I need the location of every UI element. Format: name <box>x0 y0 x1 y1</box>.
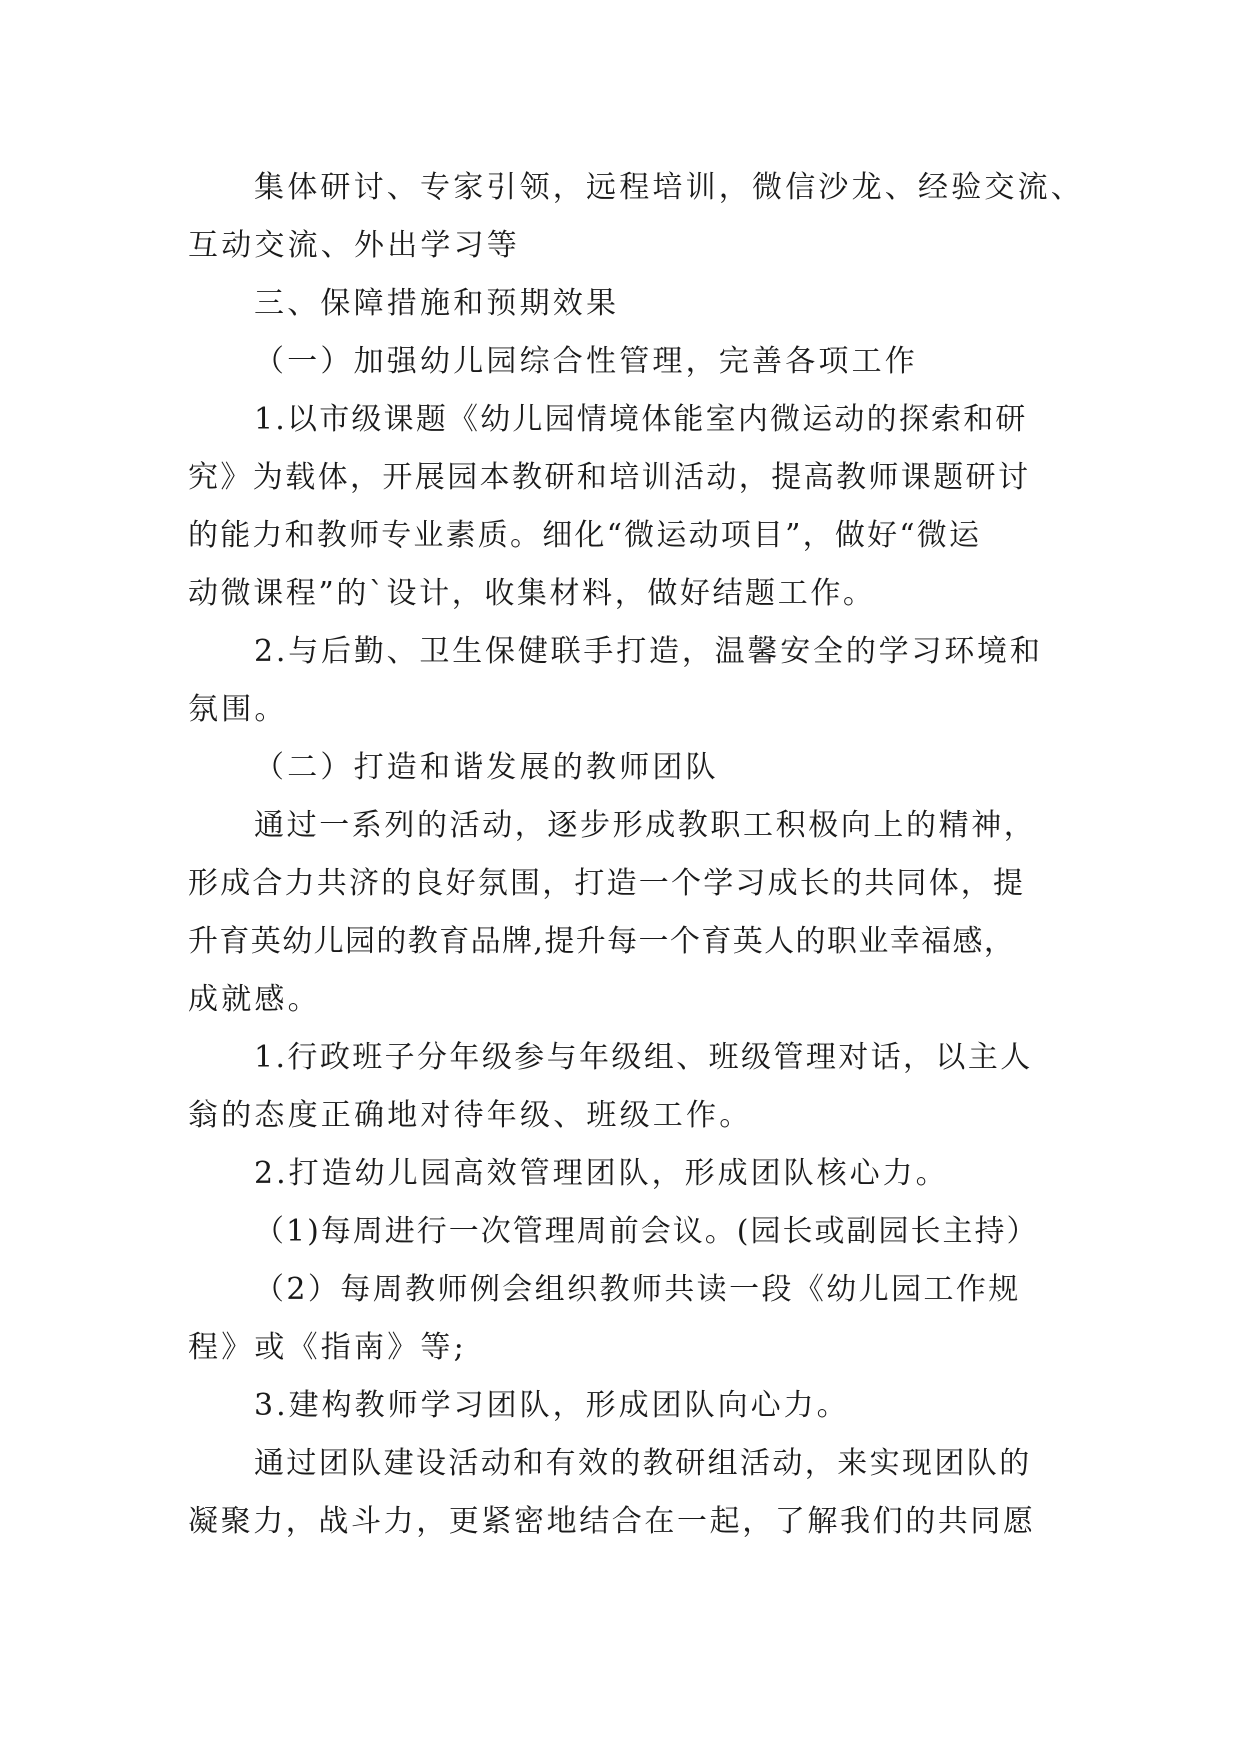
text-line: 2.打造幼儿园高效管理团队，形成团队核心力。 <box>254 1156 949 1191</box>
text-line: 1.行政班子分年级参与年级组、班级管理对话，以主人 <box>254 1040 1033 1075</box>
section-heading: 三、保障措施和预期效果 <box>254 286 620 321</box>
text-line: （2）每周教师例会组织教师共读一段《幼儿园工作规 <box>254 1272 1021 1307</box>
text-line: 究》为载体，开展园本教研和培训活动，提高教师课题研讨 <box>188 460 1031 495</box>
text-line: 翁的态度正确地对待年级、班级工作。 <box>188 1098 753 1133</box>
text-line: 的能力和教师专业素质。细化“微运动项目”，做好“微运 <box>188 518 982 553</box>
text-line: 集体研讨、专家引领，远程培训，微信沙龙、经验交流、 <box>254 170 1084 205</box>
subsection-heading: （一）加强幼儿园综合性管理，完善各项工作 <box>254 344 918 379</box>
text-line: 互动交流、外出学习等 <box>188 228 520 263</box>
text-line: 升育英幼儿园的教育品牌,提升每一个育英人的职业幸福感， <box>188 924 1016 959</box>
text-line: 2.与后勤、卫生保健联手打造，温馨安全的学习环境和 <box>254 634 1043 669</box>
text-line: 通过团队建设活动和有效的教研组活动，来实现团队的 <box>254 1446 1032 1481</box>
text-line: 动微课程”的`设计，收集材料，做好结题工作。 <box>188 576 876 611</box>
text-line: 形成合力共济的良好氛围，打造一个学习成长的共同体，提 <box>188 866 1026 901</box>
subsection-heading: （二）打造和谐发展的教师团队 <box>254 750 719 785</box>
text-line: 成就感。 <box>188 982 321 1017</box>
text-line: 1.以市级课题《幼儿园情境体能室内微运动的探索和研 <box>254 402 1028 437</box>
text-line: 凝聚力，战斗力，更紧密地结合在一起，了解我们的共同愿 <box>188 1504 1036 1539</box>
text-line: 3.建构教师学习团队，形成团队向心力。 <box>254 1388 850 1423</box>
text-line: 通过一系列的活动，逐步形成教职工积极向上的精神， <box>254 808 1037 843</box>
text-line: 氛围。 <box>188 692 288 727</box>
text-line: 程》或《指南》等; <box>188 1330 467 1365</box>
text-line: （1)每周进行一次管理周前会议。(园长或副园长主持） <box>254 1214 1039 1249</box>
